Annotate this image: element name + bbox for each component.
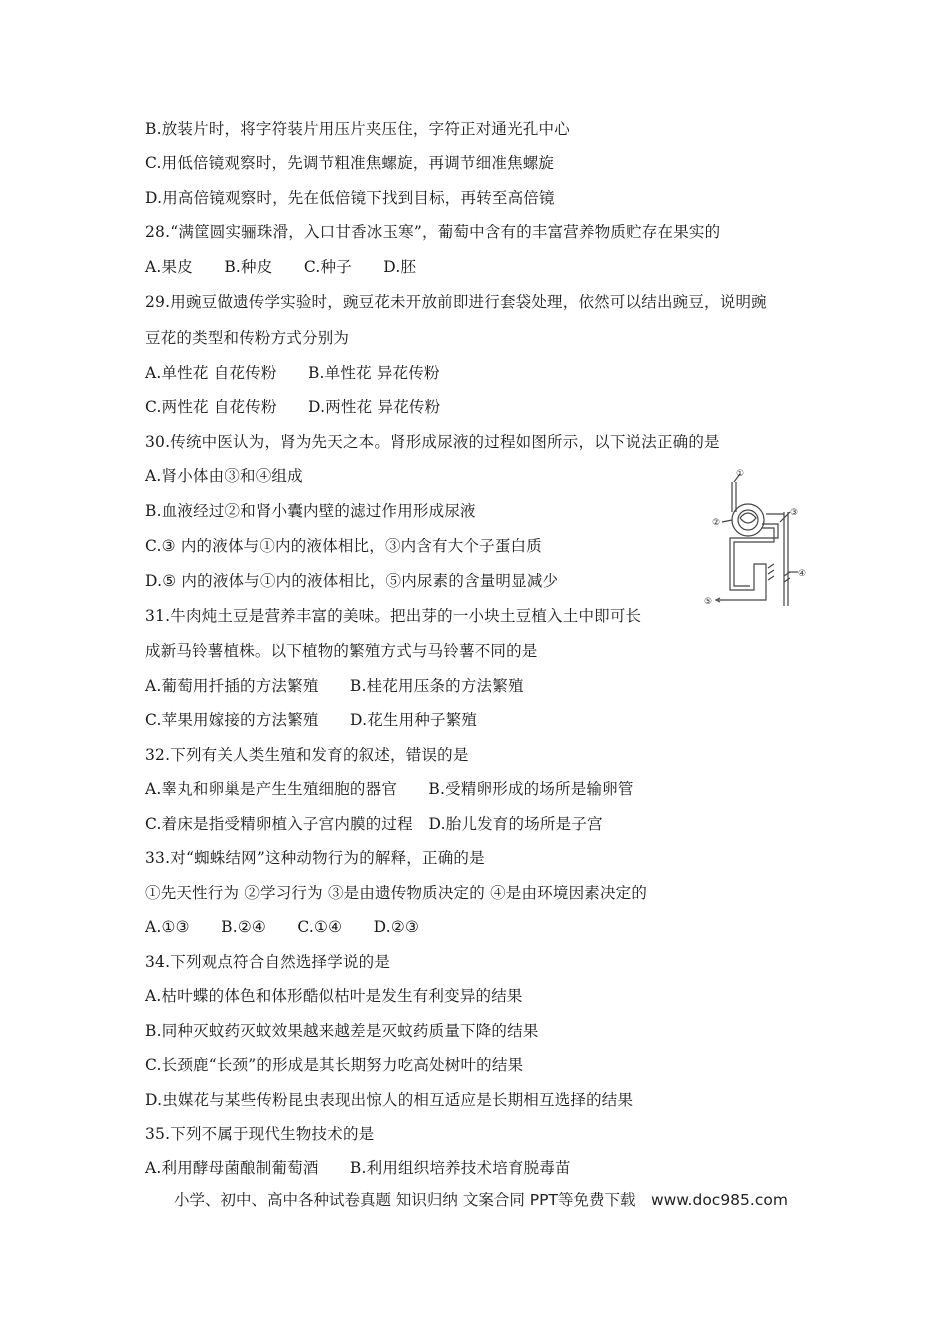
- label-1: ①: [736, 469, 745, 479]
- question-32-stem: 32.下列有关人类生殖和发育的叙述，错误的是: [145, 746, 469, 764]
- question-35-stem: 35.下列不属于现代生物技术的是: [145, 1125, 375, 1143]
- question-35-options-ab: A.利用酵母菌酿制葡萄酒 B.利用组织培养技术培育脱毒苗: [145, 1159, 571, 1177]
- question-29-options-cd: C.两性花 自花传粉 D.两性花 异花传粉: [145, 398, 441, 416]
- question-27-option-c: C.用低倍镜观察时，先调节粗准焦螺旋，再调节细准焦螺旋: [145, 154, 555, 172]
- question-27-option-d: D.用高倍镜观察时，先在低倍镜下找到目标，再转至高倍镜: [145, 189, 555, 207]
- nephron-diagram: [700, 468, 820, 614]
- label-5: ⑤: [704, 597, 713, 607]
- question-34-stem: 34.下列观点符合自然选择学说的是: [145, 953, 391, 971]
- footer-banner: 小学、初中、高中各种试卷真题 知识归纳 文案合同 PPT等免费下载 www.doc985.com: [174, 1191, 788, 1209]
- question-32-options-ab: A.睾丸和卵巢是产生生殖细胞的器官 B.受精卵形成的场所是输卵管: [145, 780, 634, 798]
- question-31-stem: 31.牛肉炖土豆是营养丰富的美味。把出芽的一小块土豆植入土中即可长: [145, 607, 642, 625]
- question-30-stem: 30.传统中医认为，肾为先天之本。肾形成尿液的过程如图所示，以下说法正确的是: [145, 433, 720, 451]
- label-4: ④: [798, 569, 807, 579]
- question-30-option-b: B.血液经过②和肾小囊内壁的滤过作用形成尿液: [145, 502, 476, 520]
- question-29-stem: 29.用豌豆做遗传学实验时，豌豆花未开放前即进行套袋处理，依然可以结出豌豆，说明豌: [145, 293, 767, 311]
- question-30-option-c: C.③ 内的液体与①内的液体相比，③内含有大个子蛋白质: [145, 537, 542, 555]
- question-30-option-a: A.肾小体由③和④组成: [145, 467, 303, 485]
- question-33-stem: 33.对“蜘蛛结网”这种动物行为的解释，正确的是: [145, 849, 485, 867]
- question-27-option-b: B.放装片时，将字符装片用压片夹压住，字符正对通光孔中心: [145, 120, 570, 138]
- question-29-options-ab: A.单性花 自花传粉 B.单性花 异花传粉: [145, 364, 440, 382]
- question-34-option-d: D.虫媒花与某些传粉昆虫表现出惊人的相互适应是长期相互选择的结果: [145, 1091, 634, 1109]
- question-32-options-cd: C.着床是指受精卵植入子宫内膜的过程 D.胎儿发育的场所是子宫: [145, 815, 603, 833]
- label-2: ②: [712, 518, 721, 528]
- question-31-options-cd: C.苹果用嫁接的方法繁殖 D.花生用种子繁殖: [145, 711, 478, 729]
- question-29-stem-cont: 豆花的类型和传粉方式分别为: [145, 329, 350, 347]
- question-28-options: A.果皮 B.种皮 C.种子 D.胚: [145, 258, 417, 276]
- question-30-option-d: D.⑤ 内的液体与①内的液体相比，⑤内尿素的含量明显减少: [145, 572, 559, 590]
- question-33-options: A.①③ B.②④ C.①④ D.②③: [145, 918, 420, 936]
- label-3: ③: [790, 508, 799, 518]
- question-31-options-ab: A.葡萄用扦插的方法繁殖 B.桂花用压条的方法繁殖: [145, 677, 524, 695]
- question-34-option-a: A.枯叶蝶的体色和体形酷似枯叶是发生有利变异的结果: [145, 987, 523, 1005]
- question-34-option-b: B.同种灭蚊药灭蚊效果越来越差是灭蚊药质量下降的结果: [145, 1022, 539, 1040]
- question-33-statements: ①先天性行为 ②学习行为 ③是由遗传物质决定的 ④是由环境因素决定的: [145, 884, 648, 902]
- question-31-stem-cont: 成新马铃薯植株。以下植物的繁殖方式与马铃薯不同的是: [145, 642, 538, 660]
- question-28-stem: 28.“满筐圆实骊珠滑，入口甘香冰玉寒”，葡萄中含有的丰富营养物质贮存在果实的: [145, 223, 721, 241]
- question-34-option-c: C.长颈鹿“长颈”的形成是其长期努力吃高处树叶的结果: [145, 1056, 524, 1074]
